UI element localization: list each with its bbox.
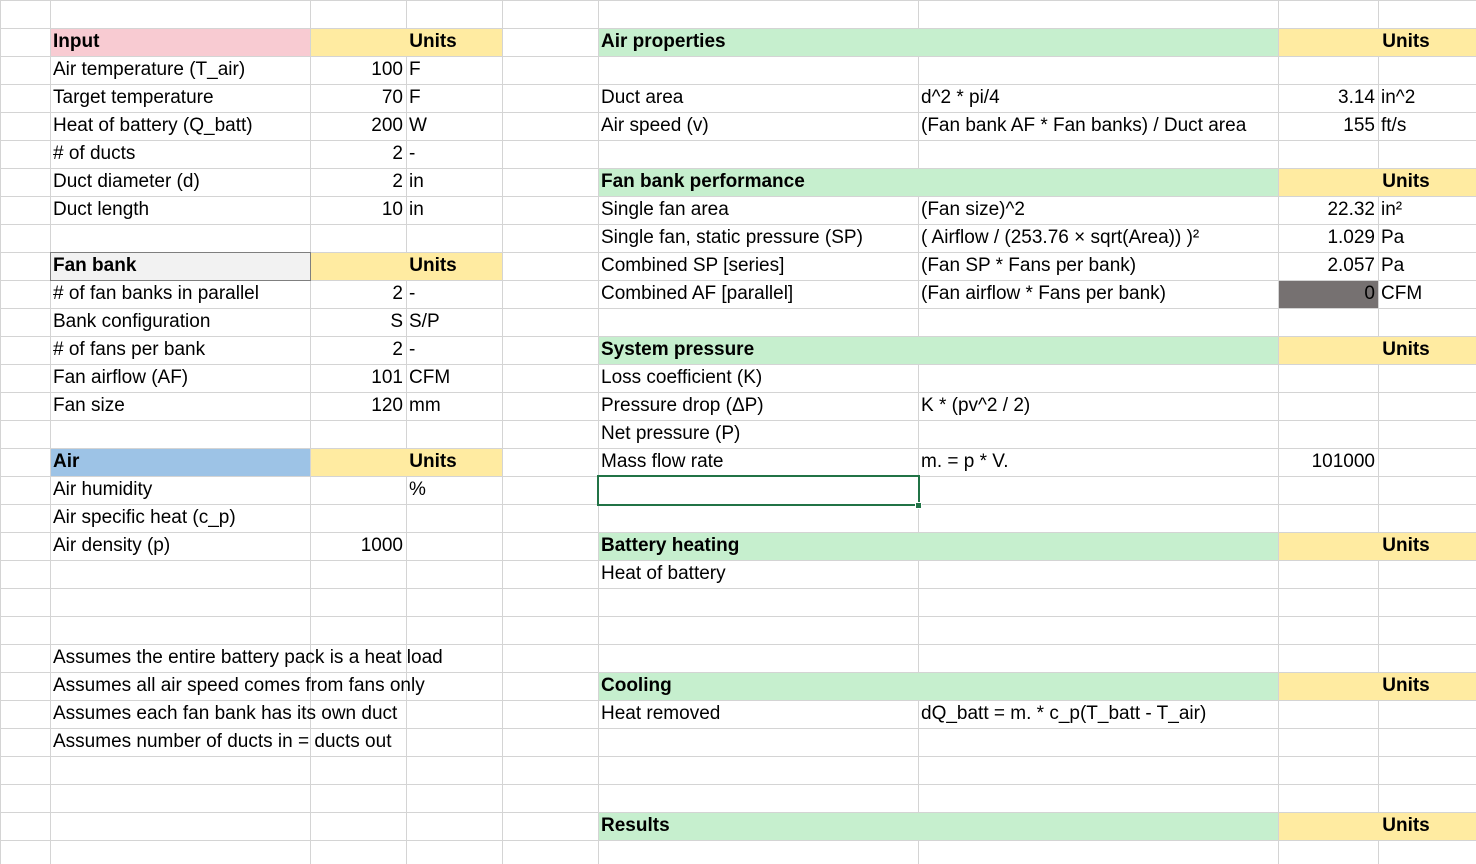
fan-perf-header[interactable]: Fan bank performance: [601, 171, 805, 192]
input-value[interactable]: 2: [392, 171, 403, 192]
fan-perf-value[interactable]: 22.32: [1327, 199, 1375, 220]
fan-bank-unit[interactable]: S/P: [409, 311, 440, 332]
air-unit[interactable]: [406, 504, 502, 532]
input-unit[interactable]: F: [409, 87, 421, 108]
input-label[interactable]: Air temperature (T_air): [53, 59, 246, 80]
assumption-note[interactable]: Assumes all air speed comes from fans only: [53, 675, 425, 696]
battery-heating-label[interactable]: Heat of battery: [601, 563, 726, 584]
cooling-label[interactable]: Heat removed: [601, 703, 721, 724]
input-value[interactable]: 10: [381, 199, 403, 220]
air-prop-label[interactable]: Air speed (v): [601, 115, 709, 136]
sys-pressure-formula[interactable]: m. = p * V.: [921, 451, 1009, 472]
fan-perf-formula[interactable]: (Fan size)^2: [921, 199, 1025, 220]
input-header[interactable]: Input: [53, 31, 100, 52]
assumption-note[interactable]: Assumes number of ducts in = ducts out: [53, 731, 392, 752]
fan-bank-unit[interactable]: -: [409, 283, 416, 304]
input-units-header[interactable]: Units: [409, 31, 457, 52]
air-prop-unit[interactable]: in^2: [1381, 87, 1416, 108]
input-value[interactable]: 100: [371, 59, 403, 80]
fan-bank-value[interactable]: 101: [371, 367, 403, 388]
cooling-header[interactable]: Cooling: [601, 675, 672, 696]
air-label[interactable]: Air specific heat (c_p): [53, 507, 236, 528]
fan-perf-value[interactable]: 2.057: [1327, 255, 1375, 276]
input-label[interactable]: Heat of battery (Q_batt): [53, 115, 253, 136]
selected-cell[interactable]: [597, 475, 920, 506]
fan-bank-label[interactable]: Bank configuration: [53, 311, 211, 332]
air-unit[interactable]: %: [409, 479, 426, 500]
sys-pressure-formula[interactable]: [918, 420, 1278, 448]
air-prop-formula[interactable]: d^2 * pi/4: [921, 87, 1000, 108]
sys-pressure-value[interactable]: [1278, 364, 1378, 392]
fan-bank-label[interactable]: Fan size: [53, 395, 125, 416]
fan-perf-label[interactable]: Single fan area: [601, 199, 729, 220]
fan-bank-label[interactable]: # of fan banks in parallel: [53, 283, 259, 304]
fan-bank-label[interactable]: # of fans per bank: [53, 339, 206, 360]
input-label[interactable]: Duct length: [53, 199, 150, 220]
input-value[interactable]: 200: [371, 115, 403, 136]
fan-bank-value[interactable]: 120: [371, 395, 403, 416]
air-header[interactable]: Air: [53, 451, 80, 472]
fill-handle[interactable]: [915, 502, 922, 509]
fan-bank-unit[interactable]: mm: [409, 395, 441, 416]
system-pressure-units-header[interactable]: Units: [1382, 339, 1430, 360]
sys-pressure-label[interactable]: Loss coefficient (K): [601, 367, 763, 388]
cooling-formula[interactable]: dQ_batt = m. * c_p(T_batt - T_air): [921, 703, 1207, 724]
fan-perf-value[interactable]: 0: [1364, 283, 1375, 304]
air-value[interactable]: [310, 476, 406, 504]
input-label[interactable]: Duct diameter (d): [53, 171, 200, 192]
battery-heating-units-header[interactable]: Units: [1382, 535, 1430, 556]
fan-bank-units-header[interactable]: Units: [409, 255, 457, 276]
air-label[interactable]: Air humidity: [53, 479, 153, 500]
air-label[interactable]: Air density (p): [53, 535, 171, 556]
system-pressure-header[interactable]: System pressure: [601, 339, 755, 360]
input-label[interactable]: Target temperature: [53, 87, 214, 108]
battery-heating-header[interactable]: Battery heating: [601, 535, 740, 556]
fan-bank-value[interactable]: S: [390, 311, 403, 332]
input-unit[interactable]: in: [409, 199, 424, 220]
fan-perf-label[interactable]: Combined SP [series]: [601, 255, 785, 276]
fan-bank-value[interactable]: 2: [392, 283, 403, 304]
air-prop-label[interactable]: Duct area: [601, 87, 684, 108]
sys-pressure-label[interactable]: Pressure drop (ΔP): [601, 395, 764, 416]
sys-pressure-value[interactable]: 101000: [1311, 451, 1375, 472]
sys-pressure-formula[interactable]: K * (pv^2 / 2): [921, 395, 1031, 416]
air-units-header[interactable]: Units: [409, 451, 457, 472]
assumption-note[interactable]: Assumes the entire battery pack is a heat load: [53, 647, 443, 668]
air-prop-unit[interactable]: ft/s: [1381, 115, 1407, 136]
fan-perf-formula[interactable]: (Fan airflow * Fans per bank): [921, 283, 1166, 304]
assumption-note[interactable]: Assumes each fan bank has its own duct: [53, 703, 398, 724]
fan-bank-unit[interactable]: CFM: [409, 367, 451, 388]
air-value[interactable]: 1000: [360, 535, 403, 556]
input-value[interactable]: 70: [381, 87, 403, 108]
fan-perf-unit[interactable]: CFM: [1381, 283, 1423, 304]
input-unit[interactable]: F: [409, 59, 421, 80]
sys-pressure-value[interactable]: [1278, 392, 1378, 420]
input-unit[interactable]: in: [409, 171, 424, 192]
fan-perf-value[interactable]: 1.029: [1327, 227, 1375, 248]
fan-perf-label[interactable]: Combined AF [parallel]: [601, 283, 794, 304]
air-properties-units-header[interactable]: Units: [1382, 31, 1430, 52]
fan-bank-value[interactable]: 2: [392, 339, 403, 360]
input-value[interactable]: 2: [392, 143, 403, 164]
air-unit[interactable]: [406, 532, 502, 560]
sys-pressure-value[interactable]: [1278, 420, 1378, 448]
fan-bank-header[interactable]: Fan bank: [53, 255, 137, 276]
air-value[interactable]: [310, 504, 406, 532]
fan-bank-unit[interactable]: -: [409, 339, 416, 360]
sys-pressure-label[interactable]: Net pressure (P): [601, 423, 741, 444]
air-prop-value[interactable]: 155: [1343, 115, 1375, 136]
fan-perf-units-header[interactable]: Units: [1382, 171, 1430, 192]
fan-perf-unit[interactable]: Pa: [1381, 255, 1405, 276]
input-unit[interactable]: -: [409, 143, 416, 164]
results-header[interactable]: Results: [601, 815, 670, 836]
cooling-units-header[interactable]: Units: [1382, 675, 1430, 696]
input-unit[interactable]: W: [409, 115, 427, 136]
air-properties-header[interactable]: Air properties: [601, 31, 726, 52]
sys-pressure-label[interactable]: Mass flow rate: [601, 451, 724, 472]
fan-perf-formula[interactable]: (Fan SP * Fans per bank): [921, 255, 1137, 276]
sys-pressure-formula[interactable]: [918, 364, 1278, 392]
fan-perf-unit[interactable]: Pa: [1381, 227, 1405, 248]
fan-perf-unit[interactable]: in²: [1381, 199, 1403, 220]
air-prop-value[interactable]: 3.14: [1338, 87, 1375, 108]
input-label[interactable]: # of ducts: [53, 143, 136, 164]
results-units-header[interactable]: Units: [1382, 815, 1430, 836]
fan-perf-formula[interactable]: ( Airflow / (253.76 × sqrt(Area)) )²: [921, 227, 1200, 248]
fan-bank-label[interactable]: Fan airflow (AF): [53, 367, 189, 388]
fan-perf-label[interactable]: Single fan, static pressure (SP): [601, 227, 863, 248]
air-prop-formula[interactable]: (Fan bank AF * Fan banks) / Duct area: [921, 115, 1247, 136]
